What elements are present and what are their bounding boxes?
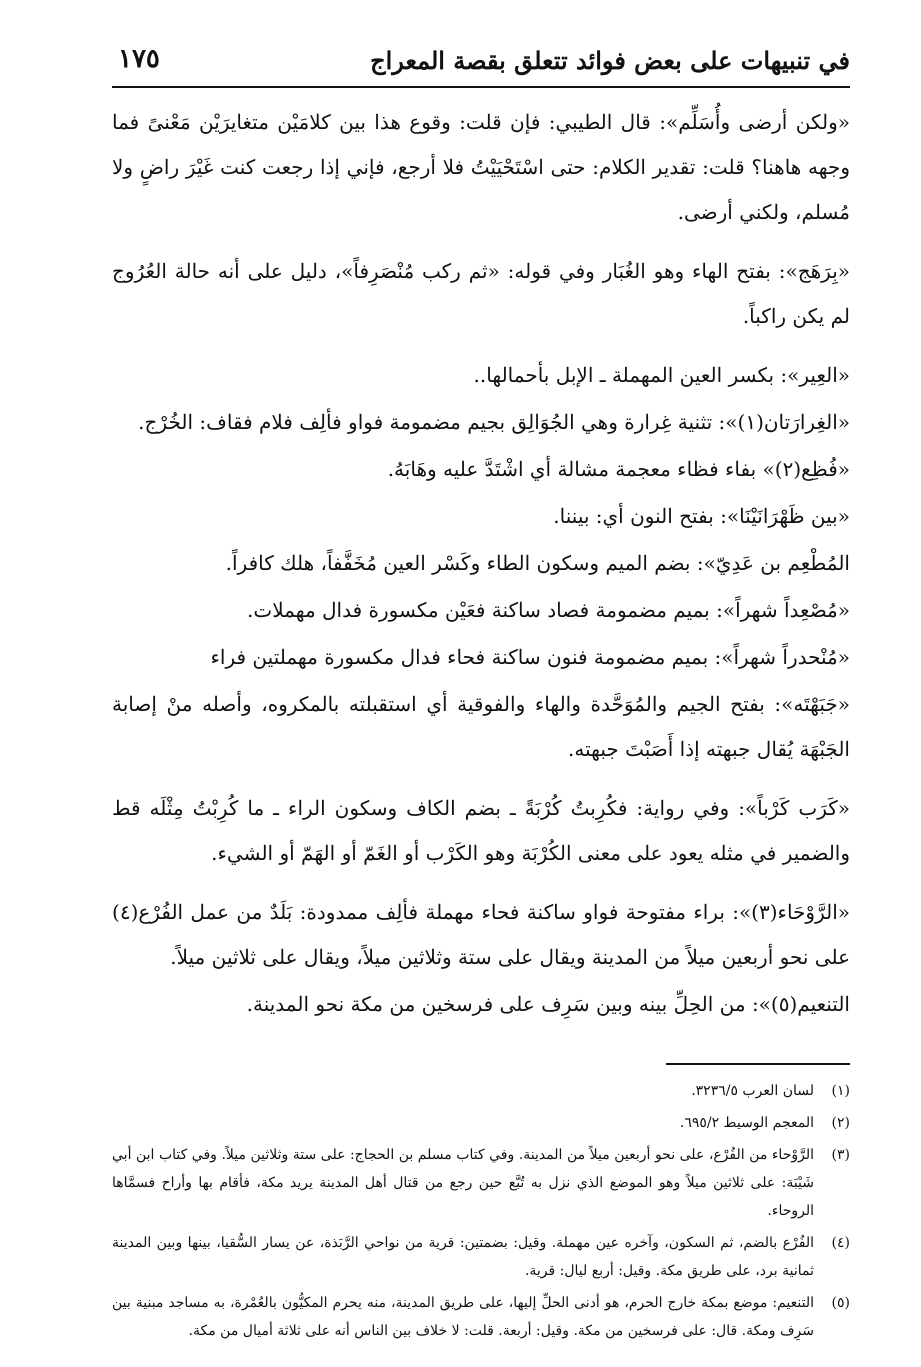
page-header — [112, 40, 850, 88]
footnote — [112, 1109, 850, 1137]
footnote-number: (٣) — [831, 1147, 850, 1163]
footnote-text: لسان العرب ٣٢٣٦/٥. — [691, 1083, 814, 1099]
footnote-number: (٥) — [831, 1295, 850, 1311]
paragraph-musidan: «مُصْعِداً شهراً»: بميم مضمومة فصاد ساكنة فعَيْن مكسورة فدال مهملات. — [247, 598, 850, 622]
paragraph-tanim: التنعيم(٥)»: من الحِلِّ بينه وبين سَرِف على فرسخين من مكة نحو المدينة. — [246, 992, 850, 1016]
paragraph-fuzia: «فُظِع(٢)» بفاء فظاء معجمة مشالة أي اشْتَدَّ عليه وهَابَهُ. — [387, 457, 850, 481]
paragraph-munhadiran: «مُنْحدراً شهراً»: بميم مضمومة فنون ساكنة فحاء فدال مكسورة مهملتين فراء — [210, 645, 850, 669]
paragraph-ghirartan: «الغِرارَتان(١)»: تثنية غِرارة وهي الجُوَالِق بجيم مضمومة فواو فألِف فلام فقاف: الخُرْج. — [138, 410, 850, 434]
footnote — [112, 1141, 850, 1225]
paragraph-rahaj: «بِرَهَج»: بفتح الهاء وهو الغُبَار وفي قوله: «ثم ركب مُنْصَرِفاً»، دليل على أنه حالة العُرُوج لم يكن راكباً. — [112, 259, 850, 328]
paragraph-rawha: «الرَّوْحَاء(٣)»: براء مفتوحة فواو ساكنة فحاء مهملة فألِف ممدودة: بَلَدٌ من عمل الفُرْع(٤) على نحو أربعين ميلاً من المدينة ويقال على ستة وثلاثين ميلاً، ويقال على ثلاثين ميلاً. — [112, 900, 850, 969]
footnote-text: المعجم الوسيط ٦٩٥/٢. — [679, 1115, 814, 1131]
paragraph-bayna-zahranayna: «بين ظَهْرَانَيْنَا»: بفتح النون أي: بيننا. — [553, 504, 850, 528]
footnote — [112, 1289, 850, 1345]
footnote-text: الفُرْع بالضم، ثم السكون، وآخره عين مهملة. وقيل: بضمتين: قرية من نواحي الرَّبَذة، عن يسار السُّقيا، بينها وبين المدينة ثمانية برد، على طريق مكة. وقيل: أربع ليال: قرية. — [112, 1235, 814, 1279]
footnote-text: التنعيم: موضع بمكة خارج الحرم، هو أدنى الحلِّ إليها، على طريق المدينة، منه يحرم المكيُّون بالعُمْرة، به مساجد مبنية بين سَرِف ومكة. قال: على فرسخين من مكة. وقيل: أربعة. قلت: لا خلاف بين الناس أنه على ثلاثة أميال من مكة. — [112, 1295, 814, 1339]
footnote — [112, 1229, 850, 1285]
running-title: في تنبيهات على بعض فوائد تتعلق بقصة المعراج — [370, 46, 850, 75]
main-text — [112, 100, 850, 1027]
paragraph-ardaa: «ولكن أرضى وأُسَلِّم»: قال الطيبي: فإن قلت: وقوع هذا بين كلامَيْن متغايرَيْن مَعْنىً فما وجهه هاهنا؟ قلت: تقدير الكلام: حتى اسْتَحْيَيْتُ فلا أرجع، فإني إذا رجعت كنت غَيْرَ راضٍ ولا مُسلم، ولكني أرضى. — [112, 110, 850, 224]
footnotes — [112, 1077, 850, 1345]
paragraph-mutim: المُطْعِم بن عَدِيّ»: بضم الميم وسكون الطاء وكَسْر العين مُخَفَّفاً، هلك كافراً. — [225, 551, 850, 575]
paragraph-eer: «العِير»: بكسر العين المهملة ـ الإبل بأحمالها.. — [473, 363, 850, 387]
footnote-number: (٢) — [831, 1115, 850, 1131]
document-page — [112, 40, 850, 1349]
footnote — [112, 1077, 850, 1105]
footnote-number: (٤) — [831, 1235, 850, 1251]
page-number: ١٧٥ — [118, 44, 160, 74]
paragraph-jabahtah: «جَبَهْتَه»: بفتح الجيم والمُوَحَّدة والهاء والفوقية أي استقبلته بالمكروه، وأصله منْ إصابة الجَبْهَة يُقال جبهته إذا أَصَبْتَ جبهته. — [112, 692, 850, 761]
footnote-text: الرَّوْحاء من الفُرْع، على نحو أربعين ميلاً من المدينة. وفي كتاب مسلم بن الحجاج: على ستة وثلاثين ميلاً. وفي كتاب ابن أبي شَيْبَة: على ثلاثين ميلاً وهو الموضع الذي نزل به تُبَّع حين رجع من قتال أهل المدينة يريد مكة، فأقام بها وأراح فسمَّاها الروحاء. — [112, 1147, 814, 1219]
footnote-number: (١) — [831, 1083, 850, 1099]
paragraph-karab: «كَرَب كَرْباً»: وفي رواية: فكُرِبتُ كُرْبَةً ـ بضم الكاف وسكون الراء ـ ما كُرِبْتُ مِثْلَه قط والضمير في مثله يعود على معنى الكُرْبَة وهو الكَرْب أو الغَمّ أو الهَمّ أو الشيء. — [112, 796, 850, 865]
footnote-separator — [666, 1063, 850, 1065]
